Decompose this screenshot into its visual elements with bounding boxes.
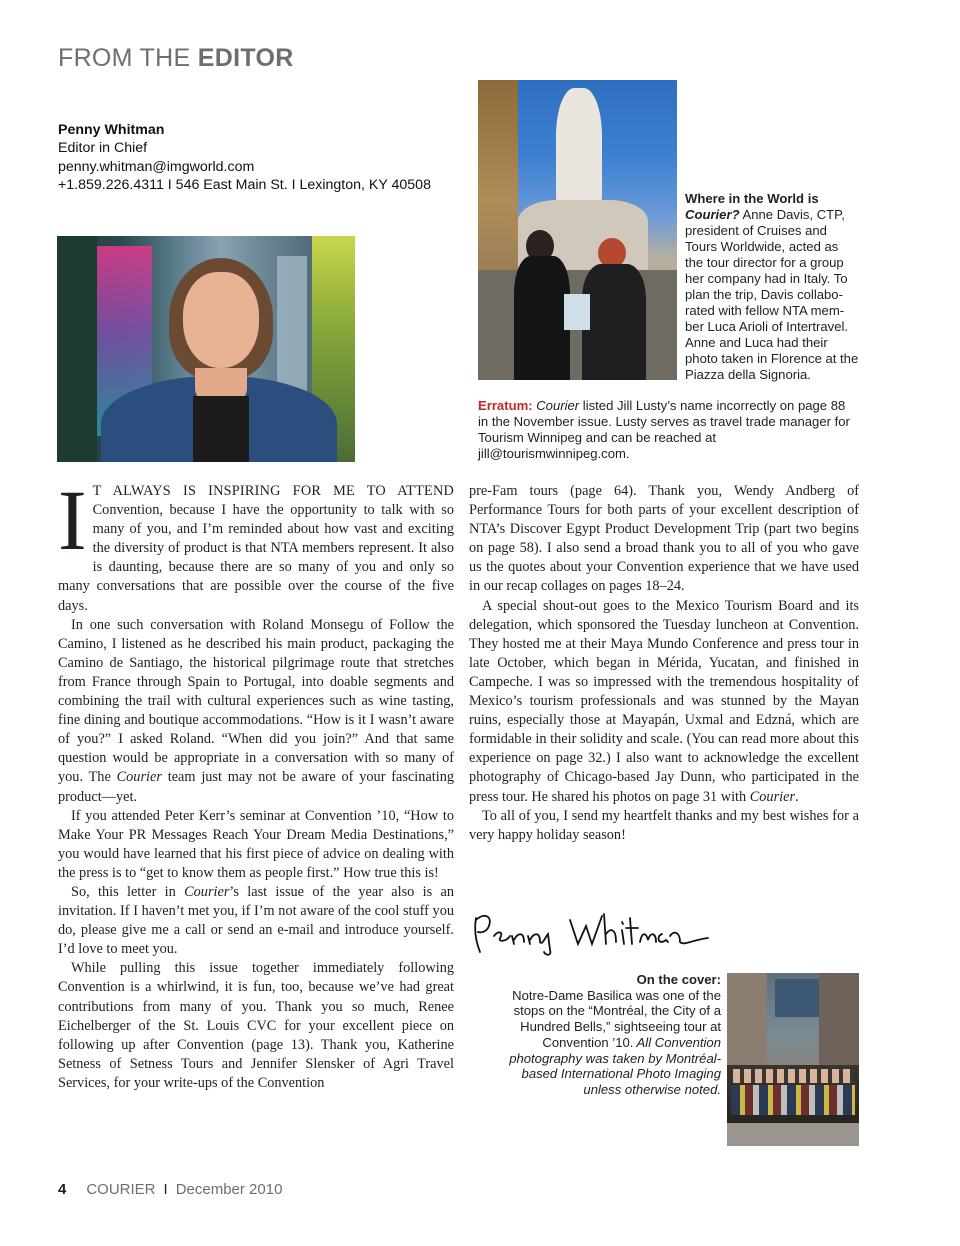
article-paragraph (58, 616, 454, 807)
editor-title: Editor in Chief (58, 140, 148, 157)
editor-address: +1.859.226.4311 I 546 East Main St. I Lexington, KY 40508 (58, 176, 431, 193)
page-footer (58, 1181, 282, 1198)
article-paragraph (469, 482, 859, 597)
article-p4-text-a: So, this letter in (71, 883, 185, 900)
article-r2-text: A special shout-out goes to the Mexico Tourism Board and its delegation, which sponsored the Tuesday luncheon at Convention. They hosted me at their Maya Mundo Conference and press tour in late October, which began in Mérida, Yucatan, and finished in Campeche. I was so impressed with the tremendous hospitality of Mexico’s tourism professionals and was stunned by the Mayan ruins, especially those at Mayapán, Uxmal and Edzná, which are formidable in their solidity and scale. (You can read more about this experience on page 32.) I also want to acknowledge the excellent photography of Chicago-based Jay Dunn, who participated in the press tour. He shared his photos on page 31 with (469, 597, 859, 805)
erratum-italic: Courier (532, 398, 580, 413)
article-r3-text: To all of you, I send my heartfelt thanks and my best wishes for a very happy holiday season! (469, 807, 859, 843)
article-r1-text: pre-Fam tours (page 64). Thank you, Wendy Andberg of Performance Tours for both parts of your excellent description of NTA’s Discover Egypt Product Development Trip (part two begins on page 58). I also send a broad thank you to all of you who gave us the quotes about your Convention experience that we have used in our recap collages on pages 18–24. (469, 483, 859, 595)
article-p2-italic: Courier (116, 769, 162, 786)
cover-caption-body: Notre-Dame Basilica was one of the stops on the “Montréal, the City of a Hundred Bells,” sightseeing tour at Convention ’10. (512, 987, 721, 1050)
cover-caption-label: On the cover: (636, 972, 721, 987)
article-p1-text: Convention, because I have the opportunity to talk with so many of you, and I’m reminded about how vast and exciting the diversity of product is that NTA members represent. It also is daunting, because there are so many of you and only so many conversations that are possible over the course of the five days. (58, 502, 454, 614)
footer-separator: I (163, 1181, 168, 1198)
article-paragraph (469, 807, 859, 845)
article-r2-end: . (795, 788, 799, 805)
article-paragraph (58, 472, 454, 616)
cover-caption-italic: All Convention photography was taken by Montréal-based International Photo Imaging unless otherwise noted. (509, 1034, 721, 1097)
article-p2-text-b: team just may not be aware of your fascinating product—yet. (58, 769, 455, 805)
article-paragraph (469, 597, 859, 807)
section-header-light: FROM THE (58, 44, 198, 72)
cover-caption (500, 972, 721, 1098)
article-p2-text-a: In one such conversation with Roland Monsegu of Follow the Camino, I listened as he described his main product, packaging the Camino de Santiago, the historical pilgrimage route that stretches from France through Spain to Portugal, into doable segments and combining the trail with cultural experiences such as wine tasting, fine dining and boutique accommodations. “How is it I wasn’t aware of you?” I asked Roland. “When did you join?” And that same question would be appropriate in a conversation with so many of you. The (58, 616, 454, 786)
editor-signature (470, 906, 710, 958)
section-header-bold: EDITOR (197, 44, 294, 72)
italy-photo-caption (685, 191, 860, 383)
erratum-note (478, 398, 858, 462)
drop-cap: I (58, 472, 87, 568)
article-p4-text-b: ’s last issue of the year also is an invitation. If I haven’t met you, if I’m not aware of the cool stuff you do, please give me a call or send an e-mail and introduce yourself. I’d love to meet you. (58, 883, 454, 958)
article-column-right (469, 482, 859, 845)
issue-date: December 2010 (175, 1181, 283, 1198)
page-number: 4 (58, 1181, 67, 1198)
section-header (58, 44, 294, 73)
cover-group-photo (727, 973, 859, 1146)
editor-email[interactable]: penny.whitman@imgworld.com (58, 158, 255, 175)
editor-contact-block (58, 121, 431, 194)
erratum-label: Erratum: (478, 398, 533, 413)
article-column-left (58, 472, 455, 1093)
italy-caption-body: Anne Davis, CTP, president of Cruises and Tours Worldwide, acted as the tour director for a group her company had in Italy. To plan the trip, Davis collabo-rated with fellow NTA mem-ber Luca Arioli of Intertravel. Anne and Luca had their photo taken in Florence at the Piazza della Signoria. (685, 207, 859, 382)
article-p3-text: If you attended Peter Kerr’s seminar at Convention ’10, “How to Make Your PR Messages Reach Your Dream Media Destinations,” you would have learned that his first piece of advice on dealing with the press is to “get to know them as people first.” How true this is! (58, 807, 454, 881)
editor-name: Penny Whitman (58, 122, 165, 138)
article-p5-text: While pulling this issue together immediately following Convention is a whirlwind, it is fun, too, because we’ve had great contributions from many of you. Thank you so much, Renee Eichelberger of the St. Louis CVC for your excellent piece on following up after Convention (page 13). Thank you, Katherine Setness of Setness Tours and Jennifer Slensker of Agri Travel Services, for your write-ups of the Convention (58, 960, 454, 1091)
erratum-body: listed Jill Lusty’s name incorrectly on page 88 in the November issue. Lusty serves as travel trade manager for Tourism Winnipeg and can be reached at jill@tourismwinnipeg.com. (478, 398, 850, 461)
article-p4-italic: Courier (184, 883, 230, 900)
magazine-name: COURIER (86, 1181, 156, 1198)
italy-caption-lead: Where in the World is (685, 191, 819, 206)
italy-caption-lead-italic: Courier? (685, 207, 740, 222)
editor-portrait-photo (57, 236, 355, 462)
article-paragraph (58, 883, 454, 959)
article-paragraph (58, 807, 454, 883)
article-paragraph (58, 959, 454, 1093)
article-lead-caps: T ALWAYS IS INSPIRING FOR ME TO ATTEND (92, 483, 454, 499)
italy-tour-photo (478, 80, 677, 380)
article-r2-italic: Courier (749, 788, 796, 805)
